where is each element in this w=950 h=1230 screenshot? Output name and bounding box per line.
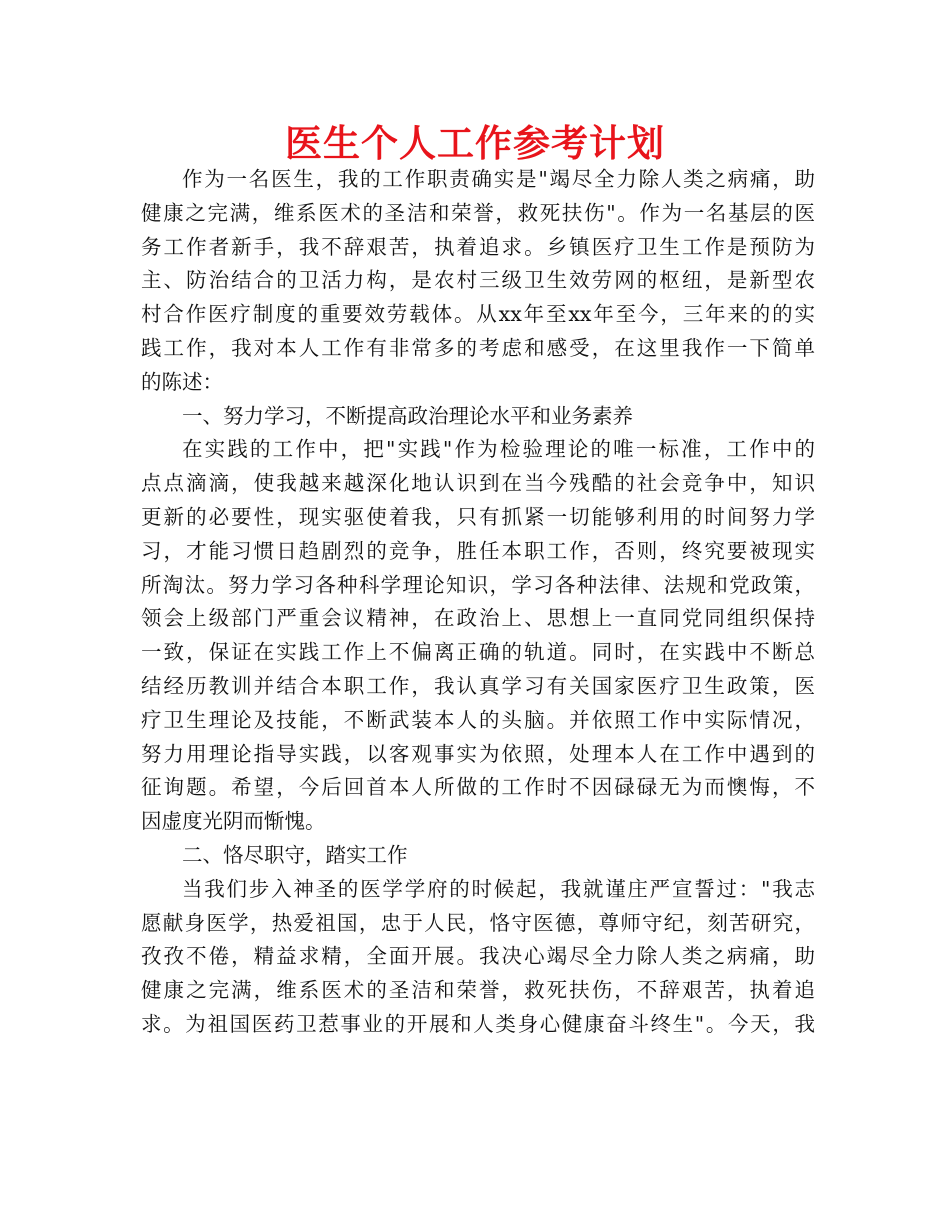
body-line: 当我们步入神圣的医学学府的时候起，我就谨庄严宣誓过："我志	[182, 876, 815, 901]
body-line: 二、恪尽职守，踏实工作	[182, 842, 408, 867]
body-line: 点点滴滴，使我越来越深化地认识到在当今残酷的社会竞争中，知识	[141, 471, 815, 496]
body-line: 村合作医疗制度的重要效劳载体。从xx年至xx年至今，三年来的的实	[141, 302, 815, 327]
body-line: 所淘汰。努力学习各种科学理论知识，学习各种法律、法规和党政策，	[141, 572, 815, 597]
document-title: 医生个人工作参考计划	[285, 122, 665, 165]
body-line: 因虚度光阴而惭愧。	[141, 809, 326, 834]
body-line: 征询题。希望，今后回首本人所做的工作时不因碌碌无为而懊悔，不	[141, 775, 815, 800]
body-line: 结经历教训并结合本职工作，我认真学习有关国家医疗卫生政策，医	[141, 673, 815, 698]
body-line: 在实践的工作中，把"实践"作为检验理论的唯一标准，工作中的	[182, 437, 815, 462]
body-line: 习，才能习惯日趋剧烈的竞争，胜任本职工作，否则，终究要被现实	[141, 538, 815, 563]
body-line: 作为一名医生，我的工作职责确实是"竭尽全力除人类之病痛，助	[182, 167, 815, 191]
body-line: 努力用理论指导实践，以客观事实为依照，处理本人在工作中遇到的	[141, 741, 815, 766]
body-line: 务工作者新手，我不辞艰苦，执着追求。乡镇医疗卫生工作是预防为	[141, 234, 815, 259]
body-line: 一、努力学习，不断提高政治理论水平和业务素养	[182, 403, 633, 428]
body-line: 孜孜不倦，精益求精，全面开展。我决心竭尽全力除人类之病痛，助	[141, 944, 815, 969]
body-line: 更新的必要性，现实驱使着我，只有抓紧一切能够利用的时间努力学	[141, 504, 815, 529]
body-line: 求。为祖国医药卫惹事业的开展和人类身心健康奋斗终生"。今天，我	[141, 1011, 815, 1036]
document-body	[141, 163, 815, 1042]
body-line: 领会上级部门严重会议精神，在政治上、思想上一直同党同组织保持	[141, 606, 815, 631]
body-line: 疗卫生理论及技能，不断武装本人的头脑。并依照工作中实际情况，	[141, 707, 815, 732]
body-line: 健康之完满，维系医术的圣洁和荣誉，救死扶伤，不辞艰苦，执着追	[141, 978, 815, 1003]
body-line: 主、防治结合的卫活力构，是农村三级卫生效劳网的枢纽，是新型农	[141, 268, 815, 293]
body-line: 一致，保证在实践工作上不偏离正确的轨道。同时，在实践中不断总	[141, 640, 815, 665]
body-line: 健康之完满，维系医术的圣洁和荣誉，救死扶伤"。作为一名基层的医	[141, 200, 815, 225]
body-line: 愿献身医学，热爱祖国，忠于人民，恪守医德，尊师守纪，刻苦研究，	[141, 910, 815, 935]
body-line: 的陈述：	[141, 369, 223, 394]
body-line: 践工作，我对本人工作有非常多的考虑和感受，在这里我作一下简单	[141, 335, 815, 360]
